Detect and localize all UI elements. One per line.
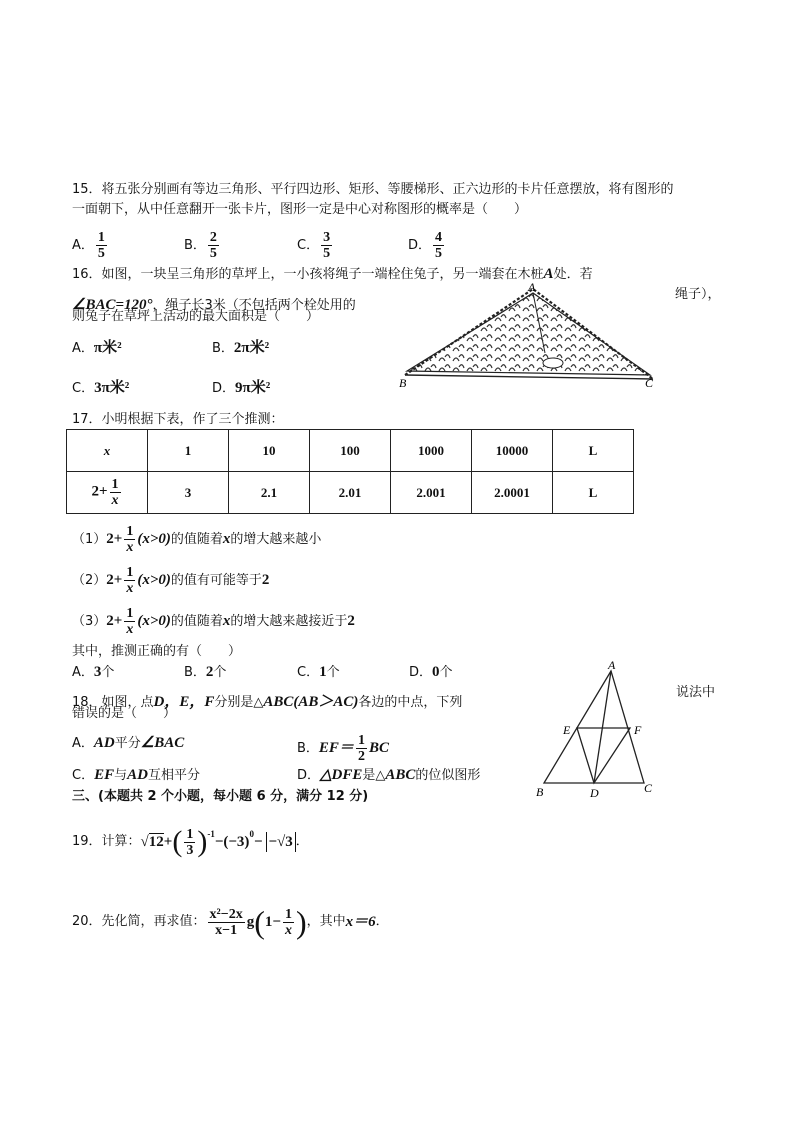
lawn-label-c: C — [645, 376, 654, 390]
lawn-area — [407, 293, 650, 375]
table-cell: 10 — [229, 430, 310, 472]
table-cell: x — [67, 430, 148, 472]
figure-label-a: A — [608, 658, 616, 672]
q16-line2: ∠BAC=120°，绳子长3米（不包括两个栓处用的 — [72, 297, 356, 313]
q18-option-c: C．EF与AD互相平分 — [72, 767, 200, 783]
q15-line1: 15．将五张分别画有等边三角形、平行四边形、矩形、等腰梯形、正六边形的卡片任意摆放，将有图形的 — [72, 182, 674, 197]
figure-label-c: C — [644, 781, 653, 795]
q18-option-b: B．EF＝ $\frac{1}{2}$ BC — [297, 733, 389, 764]
q15-option-b: B． $\frac{2}{5}$ — [184, 230, 217, 261]
q18-option-a: A．AD平分∠BAC — [72, 735, 185, 751]
q18-line1: 18．如图，点D，E，F分别是△ABC(AB＞AC)各边的中点，下列 — [72, 694, 463, 710]
q17-table — [66, 429, 634, 514]
q16-option-c: C．3π米² — [72, 380, 130, 396]
triangle-abc — [544, 671, 644, 783]
q17-item-2: （2）2+ $\frac{1}{x}$ (x>0)的值有可能等于2 — [72, 565, 270, 596]
q15-line2: 一面朝下，从中任意翻开一张卡片，图形一定是中心对称图形的概率是（ ） — [72, 202, 528, 217]
q17-option-a: A．3个 — [72, 664, 115, 680]
q17-option-c: C．1个 — [297, 664, 340, 680]
q18-option-d: D．△DFE是△ABC的位似图形 — [297, 767, 481, 783]
table-cell: 2.001 — [391, 472, 472, 514]
q15-option-c: C． $\frac{3}{5}$ — [297, 230, 331, 261]
lawn-triangle-figure — [395, 283, 665, 393]
table-cell: 2.1 — [229, 472, 310, 514]
q17-option-b: B．2个 — [184, 664, 227, 680]
q16-line1: 16．如图，一块呈三角形的草坪上，一小孩将绳子一端栓住兔子，另一端套在木桩A处．若 — [72, 266, 593, 282]
q16-option-b: B．2π米² — [212, 340, 270, 356]
q17-item-1: （1）2+ $\frac{1}{x}$ (x>0)的值随着x的增大越来越小 — [72, 524, 322, 555]
table-cell: L — [553, 430, 634, 472]
midpoint-triangle-figure — [530, 658, 665, 803]
q18-line2: 错误的是（ ） — [72, 706, 177, 721]
q17-item-3: （3）2+ $\frac{1}{x}$ (x>0)的值随着x的增大越来越接近于2 — [72, 606, 355, 637]
table-cell: 2.0001 — [472, 472, 553, 514]
sqrt-12: √12 — [140, 834, 164, 850]
q17-option-d: D．0个 — [409, 664, 453, 680]
q18-line1-tail: 说法中 — [676, 685, 716, 700]
section-3-heading: 三、(本题共 2 个小题，每小题 6 分，满分 12 分) — [72, 789, 369, 804]
table-cell: 100 — [310, 430, 391, 472]
q15-option-a: A． $\frac{1}{5}$ — [72, 230, 105, 261]
q16-line2-end: 绳子）， — [675, 287, 721, 302]
segment-ad — [594, 671, 611, 783]
lawn-base — [405, 375, 653, 379]
rabbit-shape — [543, 358, 563, 368]
table-cell: 2+ $\frac{1}{x}$ — [67, 472, 148, 514]
lawn-label-b: B — [399, 376, 407, 390]
q19: 19．计算： √12 + ( $\frac{1}{3}$ ) $^{-1}$ −(−3) $^0$ − −√3 ． — [72, 825, 309, 858]
table-cell: 10000 — [472, 430, 553, 472]
table-cell: 2.01 — [310, 472, 391, 514]
q17-question: 其中，推测正确的有（ ） — [72, 644, 242, 659]
figure-label-b: B — [536, 785, 544, 799]
figure-label-e: E — [563, 723, 571, 737]
q16-option-a: A．π米² — [72, 340, 122, 356]
lawn-label-a: A — [528, 283, 536, 294]
figure-label-d: D — [590, 786, 599, 800]
q16-line3: 则兔子在草坪上活动的最大面积是（ ） — [72, 309, 320, 324]
triangle-dfe — [577, 728, 630, 783]
table-cell: 1000 — [391, 430, 472, 472]
figure-label-f: F — [634, 723, 642, 737]
table-row — [67, 472, 634, 514]
table-row — [67, 430, 634, 472]
table-cell: L — [553, 472, 634, 514]
table-cell: 3 — [148, 472, 229, 514]
q16-option-d: D．9π米² — [212, 380, 271, 396]
q20: 20．先化简，再求值： $\frac{\text{x²−2x}}{x-1}$ g ( 1− $\frac{1}{x}$ ) ，其中 x＝6 ． — [72, 904, 389, 940]
table-cell: 1 — [148, 430, 229, 472]
q15-option-d: D． $\frac{4}{5}$ — [408, 230, 443, 261]
q17-intro: 17．小明根据下表，作了三个推测： — [72, 412, 284, 427]
